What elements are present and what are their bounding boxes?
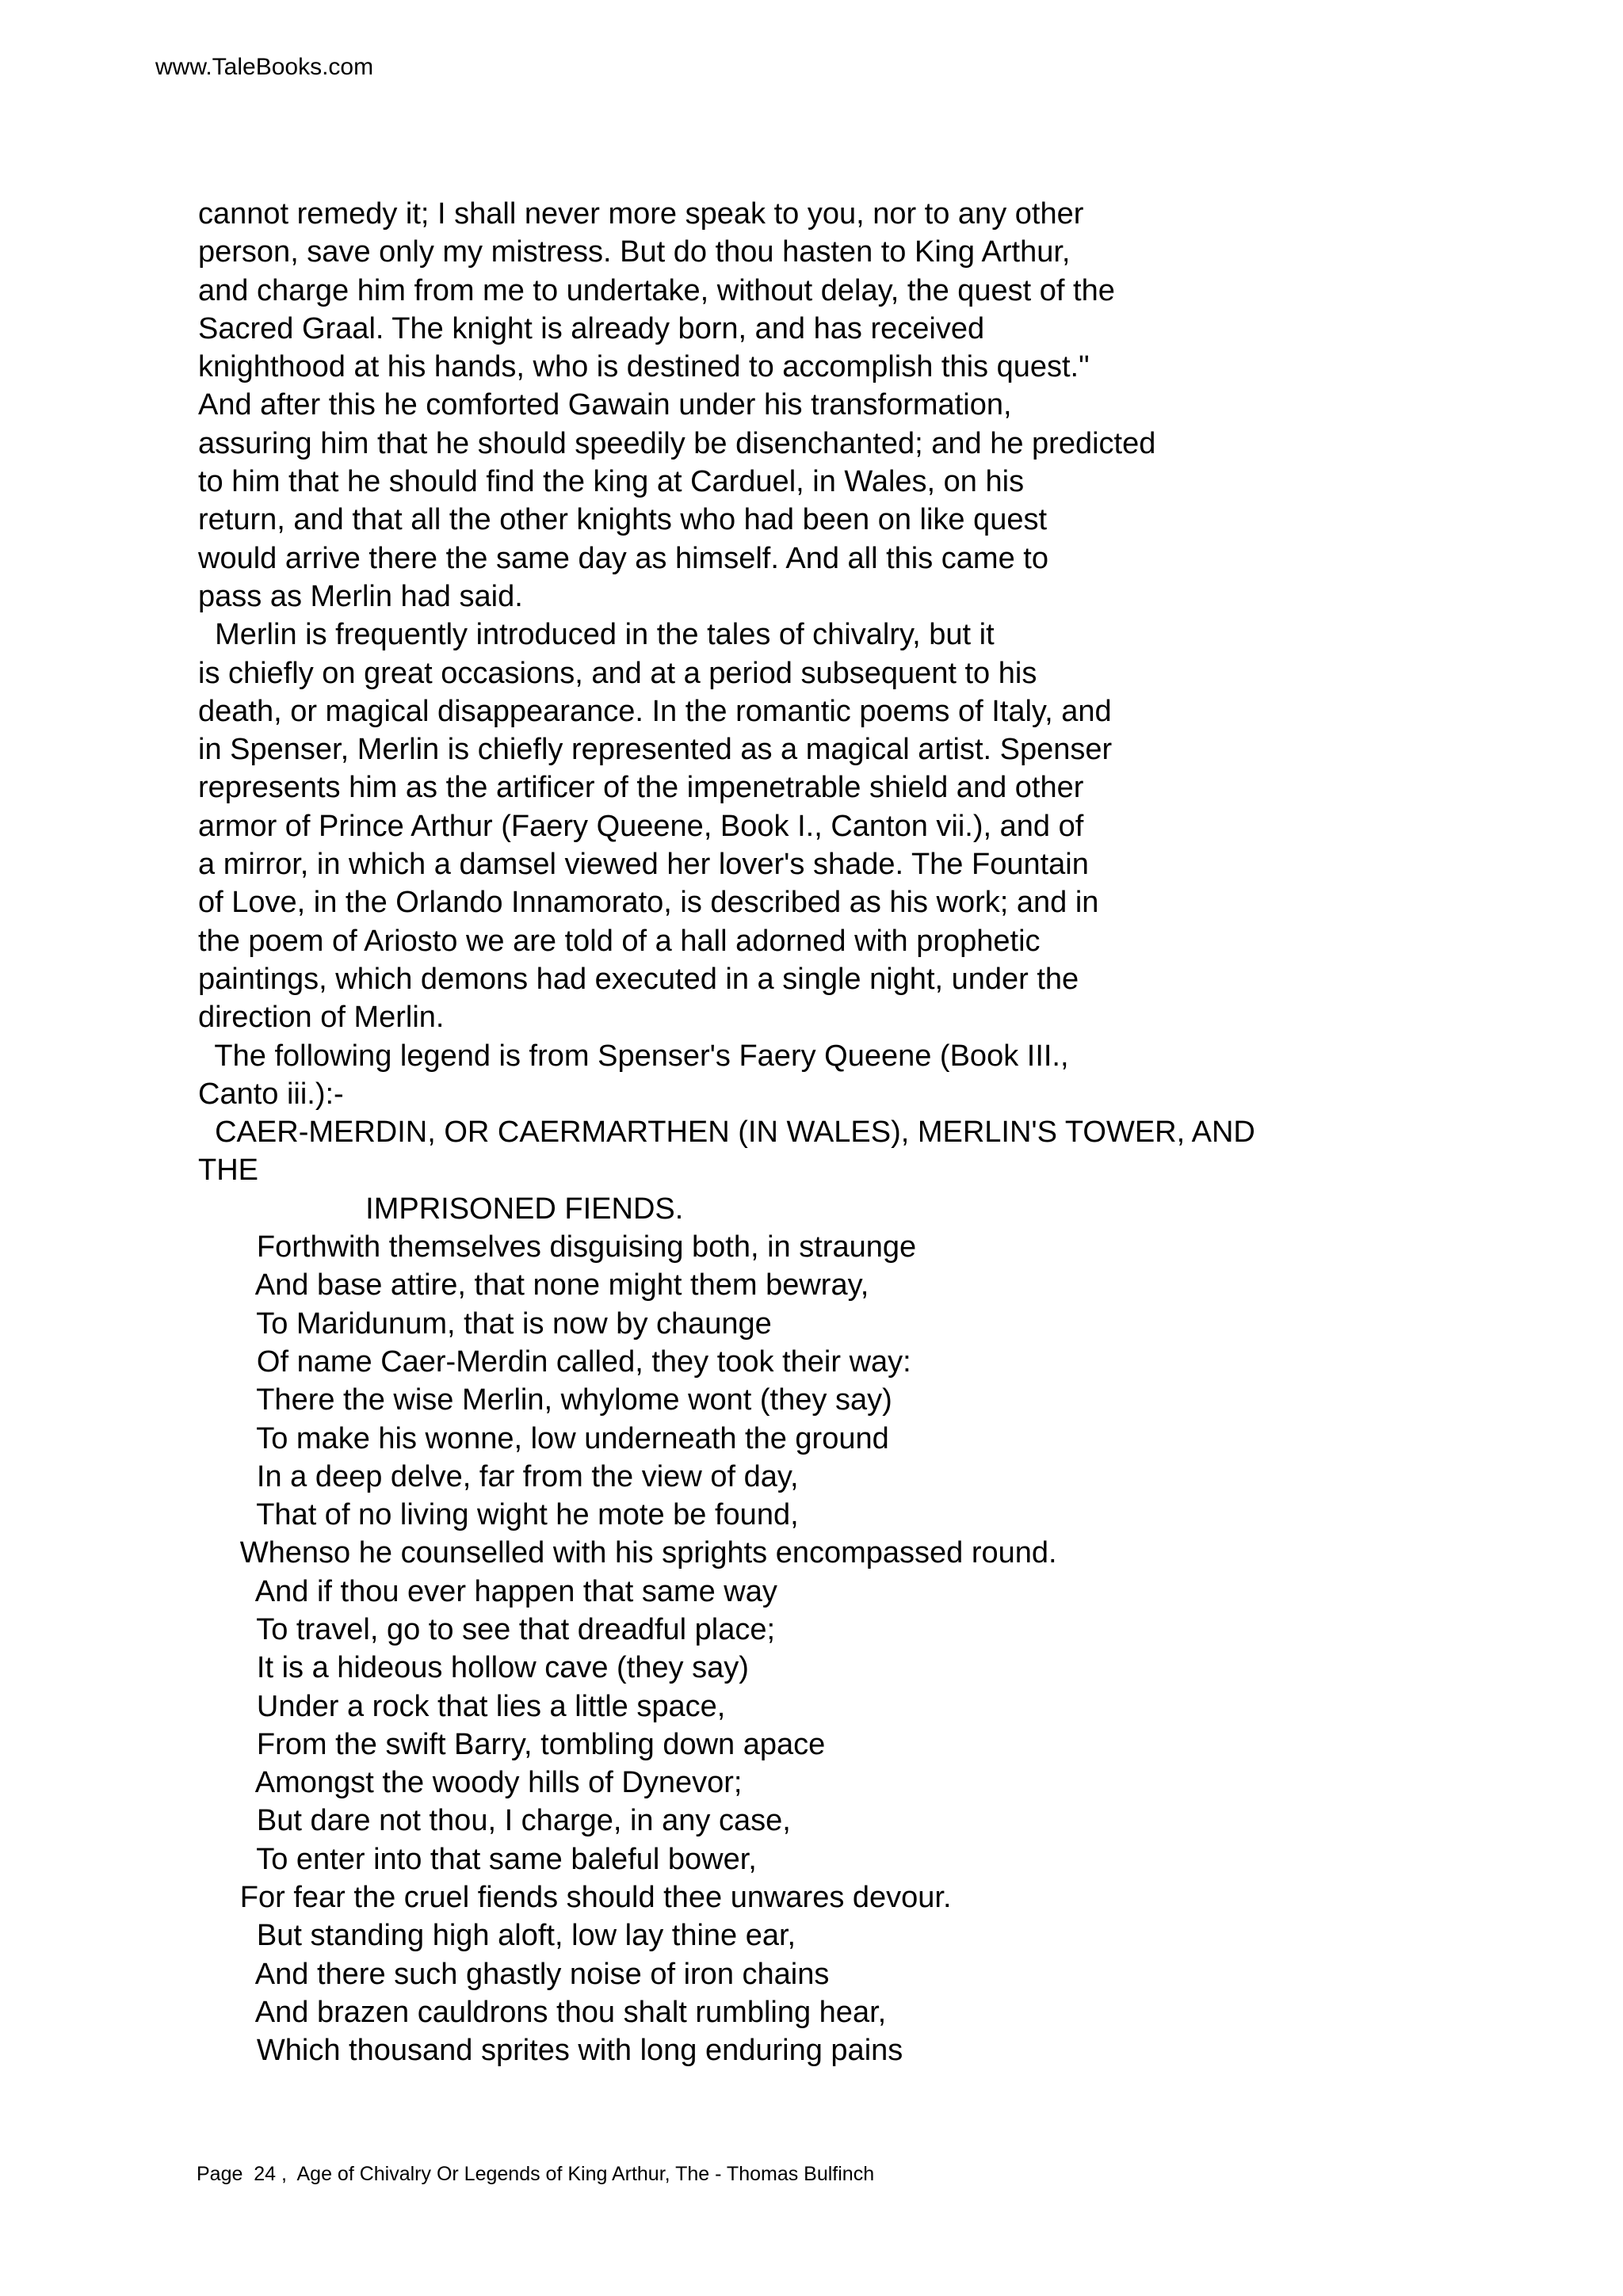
text-line: death, or magical disappearance. In the romantic poems of Italy, and (198, 694, 1112, 728)
text-line: Sacred Graal. The knight is already born, and has received (198, 311, 985, 345)
verse-line: In a deep delve, far from the view of day, (198, 1459, 799, 1493)
text-line: return, and that all the other knights who had been on like quest (198, 503, 1048, 537)
verse-line: From the swift Barry, tombling down apace (198, 1727, 826, 1761)
verse-line: Under a rock that lies a little space, (198, 1689, 726, 1723)
section-heading-line: CAER-MERDIN, OR CAERMARTHEN (IN WALES), MERLIN'S TOWER, AND (198, 1116, 1255, 1150)
page-body (198, 195, 1255, 2070)
verse-line: To travel, go to see that dreadful place; (198, 1612, 776, 1646)
text-line: The following legend is from Spenser's Faery Queene (Book III., (198, 1039, 1069, 1073)
verse-line: For fear the cruel fiends should thee unwares devour. (198, 1881, 952, 1915)
verse-line: There the wise Merlin, whylome wont (they say) (198, 1383, 892, 1417)
section-heading-line: THE (198, 1154, 258, 1188)
verse-line: To make his wonne, low underneath the ground (198, 1421, 889, 1455)
text-line: And after this he comforted Gawain under his transformation, (198, 388, 1012, 422)
text-line: to him that he should find the king at Carduel, in Wales, on his (198, 465, 1025, 499)
text-line: knighthood at his hands, who is destined to accomplish this quest." (198, 350, 1090, 384)
text-line: would arrive there the same day as himself. And all this came to (198, 541, 1048, 575)
verse-line: And there such ghastly noise of iron chains (198, 1957, 830, 1991)
section-heading-line: IMPRISONED FIENDS. (198, 1192, 684, 1226)
verse-line: Which thousand sprites with long enduring pains (198, 2034, 903, 2068)
text-line: represents him as the artificer of the impenetrable shield and other (198, 771, 1084, 805)
verse-line: Of name Caer-Merdin called, they took their way: (198, 1344, 911, 1379)
verse-line: To Maridunum, that is now by chaunge (198, 1306, 772, 1341)
verse-line: That of no living wight he mote be found, (198, 1498, 799, 1532)
text-line: assuring him that he should speedily be disenchanted; and he predicted (198, 426, 1156, 460)
text-line: person, save only my mistress. But do thou hasten to King Arthur, (198, 235, 1071, 269)
verse-line: But standing high aloft, low lay thine ear, (198, 1919, 796, 1953)
verse-line: Amongst the woody hills of Dynevor; (198, 1766, 743, 1800)
text-line: Canto iii.):- (198, 1077, 344, 1111)
text-line: is chiefly on great occasions, and at a period subsequent to his (198, 656, 1037, 690)
verse-line: Forthwith themselves disguising both, in straunge (198, 1230, 917, 1264)
text-line: the poem of Ariosto we are told of a hall adorned with prophetic (198, 924, 1041, 958)
text-line: pass as Merlin had said. (198, 579, 523, 613)
site-header: www.TaleBooks.com (155, 54, 374, 80)
text-line: cannot remedy it; I shall never more speak to you, nor to any other (198, 197, 1084, 231)
text-line: Merlin is frequently introduced in the tales of chivalry, but it (198, 618, 995, 652)
verse-line: Whenso he counselled with his sprights encompassed round. (198, 1536, 1057, 1570)
verse-line: To enter into that same baleful bower, (198, 1842, 757, 1876)
verse-line: And base attire, that none might them bewray, (198, 1268, 869, 1302)
page-footer: Page 24 , Age of Chivalry Or Legends of King Arthur, The - Thomas Bulfinch (197, 2163, 875, 2185)
text-line: a mirror, in which a damsel viewed her lover's shade. The Fountain (198, 848, 1089, 882)
text-line: armor of Prince Arthur (Faery Queene, Book I., Canton vii.), and of (198, 809, 1084, 843)
text-line: and charge him from me to undertake, without delay, the quest of the (198, 273, 1115, 307)
text-line: in Spenser, Merlin is chiefly represented as a magical artist. Spenser (198, 733, 1113, 767)
text-line: direction of Merlin. (198, 1001, 445, 1035)
verse-line: It is a hideous hollow cave (they say) (198, 1651, 749, 1685)
verse-line: But dare not thou, I charge, in any case, (198, 1804, 791, 1838)
text-line: paintings, which demons had executed in a single night, under the (198, 962, 1079, 996)
text-line: of Love, in the Orlando Innamorato, is described as his work; and in (198, 886, 1099, 920)
verse-line: And brazen cauldrons thou shalt rumbling hear, (198, 1995, 887, 2029)
verse-line: And if thou ever happen that same way (198, 1574, 777, 1608)
